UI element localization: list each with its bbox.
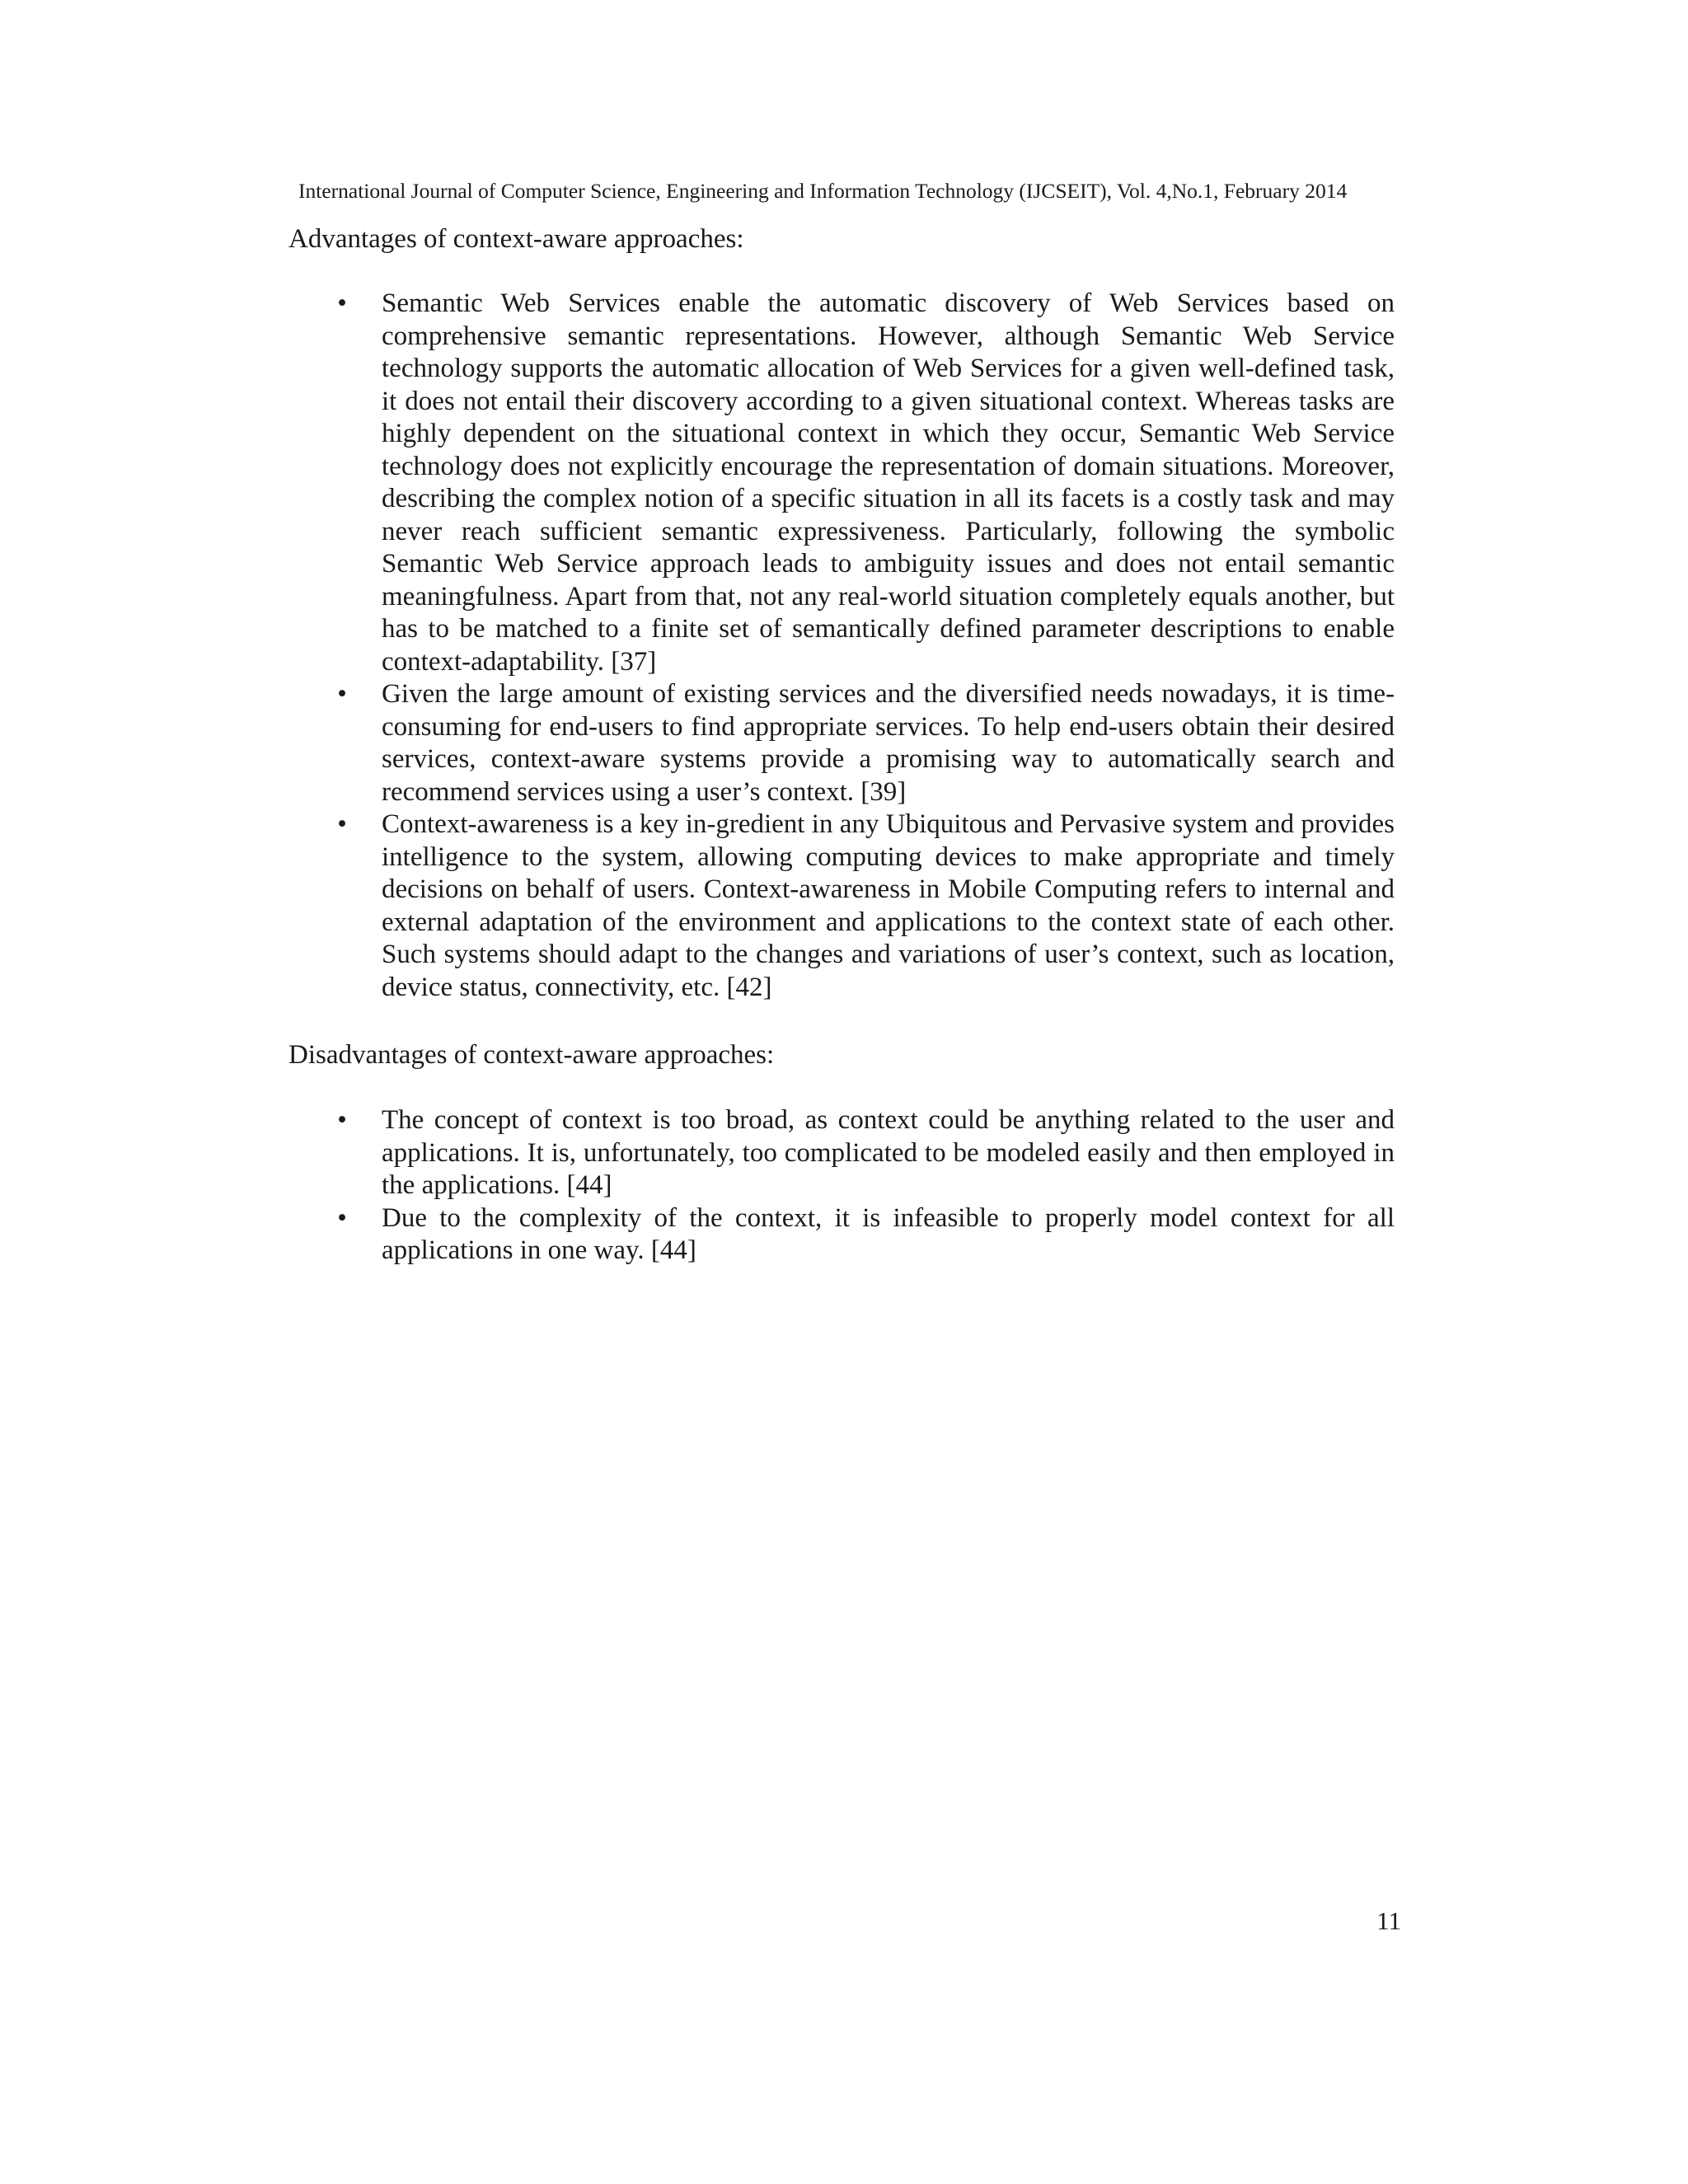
bullet-icon: • — [337, 679, 347, 709]
page-number: 11 — [1376, 1906, 1401, 1935]
list-item-text: Semantic Web Services enable the automatic discovery of Web Services based on comprehensive semantic representations. However, although Semantic Web Service technology supports the automatic allocation of Web Services for a given well-defined task, it does not entail their discovery according to a given situational context. Whereas tasks are highly dependent on the situational context in which they occur, Semantic Web Service technology does not explicitly encourage the representation of domain situations. Moreover, describing the complex notion of a specific situation in all its facets is a costly task and may never reach sufficient semantic expressiveness. Particularly, following the symbolic Semantic Web Service approach leads to ambiguity issues and does not entail semantic meaningfulness. Apart from that, not any real-world situation completely equals another, but has to be matched to a finite set of semantically defined parameter descriptions to enable context-adaptability. [37] — [382, 288, 1395, 677]
advantages-list — [330, 288, 1395, 1004]
bullet-icon: • — [337, 1105, 347, 1135]
list-item — [330, 808, 1395, 1004]
bullet-icon: • — [337, 288, 347, 318]
disadvantages-heading: Disadvantages of context-aware approaches: — [288, 1040, 775, 1070]
list-item-text: Due to the complexity of the context, it is infeasible to properly model context for all applications in one way. [44] — [382, 1202, 1395, 1265]
list-item — [330, 1104, 1395, 1202]
list-item — [330, 288, 1395, 678]
disadvantages-list — [330, 1104, 1395, 1268]
bullet-icon: • — [337, 1202, 347, 1233]
running-header: International Journal of Computer Science, Engineering and Information Technology (IJCSEIT), Vol. 4,No.1, February 2014 — [298, 179, 1348, 203]
list-item — [330, 1202, 1395, 1268]
bullet-icon: • — [337, 809, 347, 839]
list-item-text: Given the large amount of existing services and the diversified needs nowadays, it is time-consuming for end-users to find appropriate services. To help end-users obtain their desired services, context-aware systems provide a promising way to automatically search and recommend services using a user’s context. [39] — [382, 679, 1395, 807]
list-item-text: Context-awareness is a key in-gredient in any Ubiquitous and Pervasive system and provides intelligence to the system, allowing computing devices to make appropriate and timely decisions on behalf of users. Context-awareness in Mobile Computing refers to internal and external adaptation of the environment and applications to the context state of each other. Such systems should adapt to the changes and variations of user’s context, such as location, device status, connectivity, etc. [42] — [382, 809, 1395, 1002]
list-item — [330, 678, 1395, 808]
list-item-text: The concept of context is too broad, as context could be anything related to the user and applications. It is, unfortunately, too complicated to be modeled easily and then employed in the applications. [44] — [382, 1105, 1395, 1200]
advantages-heading: Advantages of context-aware approaches: — [288, 224, 744, 254]
